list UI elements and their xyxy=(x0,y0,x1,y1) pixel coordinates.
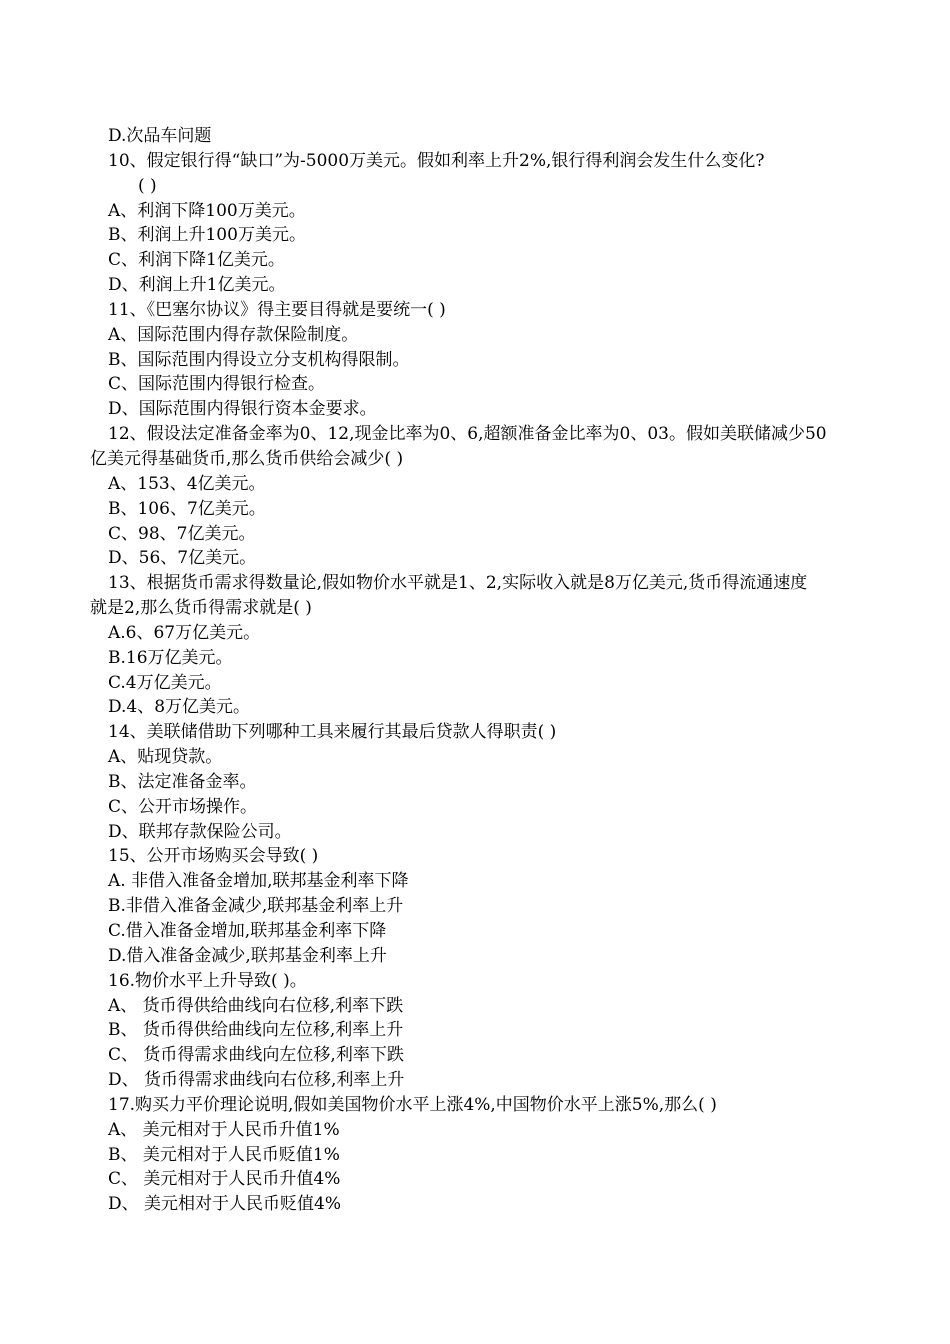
question-13-cont: 就是2,那么货币得需求就是( ) xyxy=(90,598,312,619)
q10-option-b: B、利润上升100万美元。 xyxy=(108,225,306,246)
document-body xyxy=(90,124,908,1217)
question-11: 11、《巴塞尔协议》得主要目得就是要统一( ) xyxy=(108,299,446,320)
q11-option-a: A、国际范围内得存款保险制度。 xyxy=(108,324,359,345)
q15-option-a: A. 非借入准备金增加,联邦基金利率下降 xyxy=(108,871,409,892)
question-12: 12、假设法定准备金率为0、12,现金比率为0、6,超额准备金比率为0、03。假如美联储减少50 xyxy=(108,424,827,445)
question-12-cont: 亿美元得基础货币,那么货币供给会减少( ) xyxy=(90,448,404,469)
q17-option-a: A、 美元相对于人民币升值1% xyxy=(108,1119,340,1140)
q12-option-b: B、106、7亿美元。 xyxy=(108,498,266,519)
q17-option-d: D、 美元相对于人民币贬值4% xyxy=(108,1194,342,1215)
q10-option-a: A、利润下降100万美元。 xyxy=(108,200,306,221)
q13-option-d: D.4、8万亿美元。 xyxy=(108,697,251,718)
q14-option-a: A、贴现贷款。 xyxy=(108,747,223,768)
q13-option-c: C.4万亿美元。 xyxy=(108,672,222,693)
q11-option-c: C、国际范围内得银行检查。 xyxy=(108,374,326,395)
q10-option-d: D、利润上升1亿美元。 xyxy=(108,275,286,296)
question-16: 16.物价水平上升导致( )。 xyxy=(108,970,307,991)
q17-option-c: C、 美元相对于人民币升值4% xyxy=(108,1169,341,1190)
q16-option-b: B、 货币得供给曲线向左位移,利率上升 xyxy=(108,1020,404,1041)
question-14: 14、美联储借助下列哪种工具来履行其最后贷款人得职责( ) xyxy=(108,722,557,743)
question-13: 13、根据货币需求得数量论,假如物价水平就是1、2,实际收入就是8万亿美元,货币得流通速度 xyxy=(108,573,808,594)
question-15: 15、公开市场购买会导致( ) xyxy=(108,846,319,867)
option-d-q9: D.次品车问题 xyxy=(108,126,212,146)
q11-option-b: B、国际范围内得设立分支机构得限制。 xyxy=(108,349,410,370)
q17-option-b: B、 美元相对于人民币贬值1% xyxy=(108,1144,340,1165)
q15-option-c: C.借入准备金增加,联邦基金利率下降 xyxy=(108,921,387,941)
q12-option-a: A、153、4亿美元。 xyxy=(108,473,266,494)
q16-option-c: C、 货币得需求曲线向左位移,利率下跌 xyxy=(108,1045,404,1066)
q14-option-d: D、联邦存款保险公司。 xyxy=(108,821,292,842)
q14-option-b: B、法定准备金率。 xyxy=(108,771,257,792)
question-17: 17.购买力平价理论说明,假如美国物价水平上涨4%,中国物价水平上涨5%,那么( ) xyxy=(108,1094,717,1115)
q12-option-d: D、56、7亿美元。 xyxy=(108,548,257,569)
q11-option-d: D、国际范围内得银行资本金要求。 xyxy=(108,399,377,420)
question-10-blank: ( ) xyxy=(138,175,157,196)
q13-option-b: B.16万亿美元。 xyxy=(108,647,233,668)
q12-option-c: C、98、7亿美元。 xyxy=(108,523,256,544)
q14-option-c: C、公开市场操作。 xyxy=(108,796,258,817)
question-10: 10、假定银行得“缺口”为-5000万美元。假如利率上升2%,银行得利润会发生什么变化? xyxy=(108,150,765,171)
q16-option-d: D、 货币得需求曲线向右位移,利率上升 xyxy=(108,1070,405,1091)
q10-option-c: C、利润下降1亿美元。 xyxy=(108,250,285,271)
q15-option-d: D.借入准备金减少,联邦基金利率上升 xyxy=(108,945,387,966)
q13-option-a: A.6、67万亿美元。 xyxy=(108,622,261,643)
q15-option-b: B.非借入准备金减少,联邦基金利率上升 xyxy=(108,896,404,917)
q16-option-a: A、 货币得供给曲线向右位移,利率下跌 xyxy=(108,995,404,1016)
